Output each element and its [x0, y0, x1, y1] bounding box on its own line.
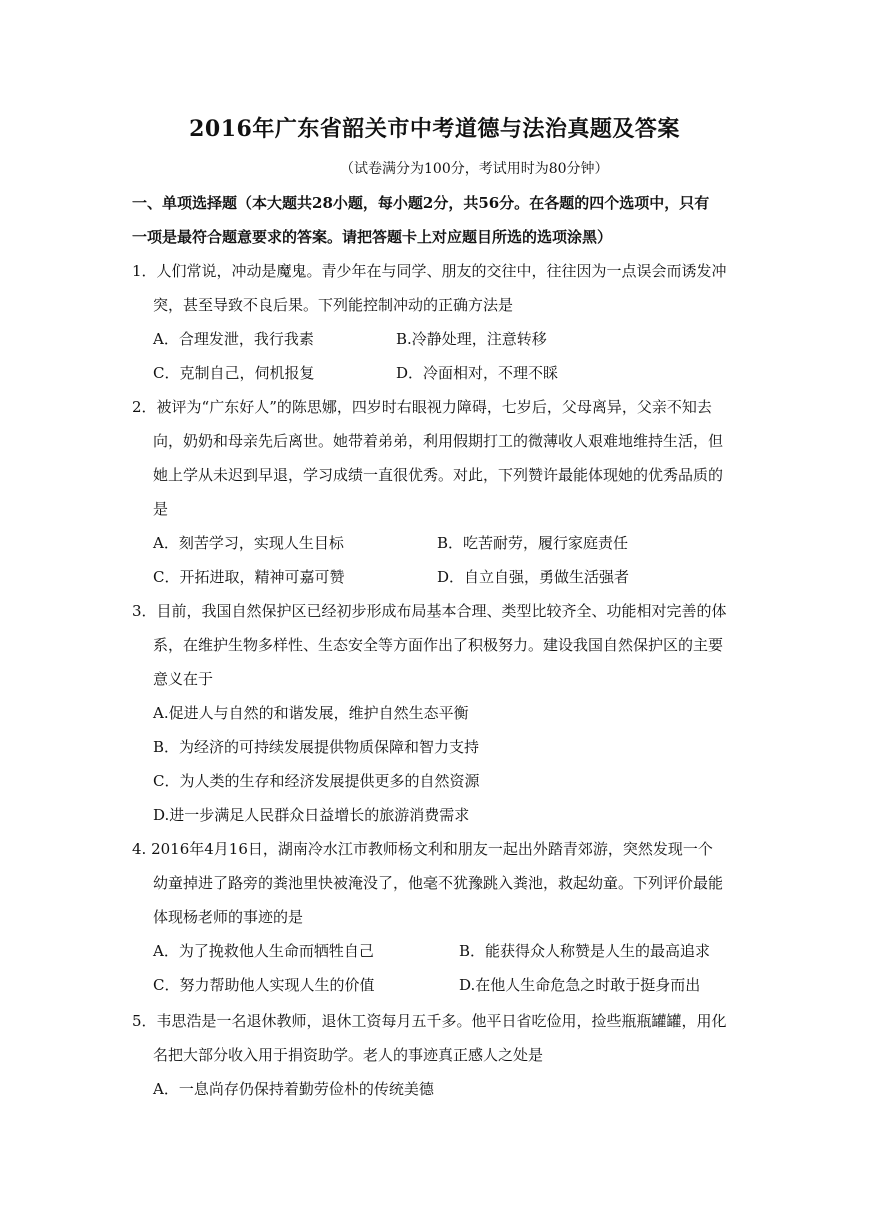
q2-stem-line-3: 她上学从未迟到早退，学习成绩一直很优秀。对此，下列赞许最能体现她的优秀品质的	[153, 466, 724, 484]
q5-stem-line-1: 5．韦思浩是一名退休教师，退休工资每月五千多。他平日省吃俭用，捡些瓶瓶罐罐，用化	[132, 1012, 727, 1030]
q2-stem-line-1: 2．被评为“广东好人”的陈思娜，四岁时右眼视力障碍，七岁后，父母离异，父亲不知去	[132, 398, 712, 416]
q3-option-b: B．为经济的可持续发展提供物质保障和智力支持	[153, 738, 480, 756]
exam-subtitle: （试卷满分为100分，考试用时为80分钟）	[340, 161, 609, 177]
q3-option-d: D.进一步满足人民群众日益增长的旅游消费需求	[153, 806, 470, 824]
q2-stem-line-4: 是	[153, 500, 169, 518]
q1-stem-line-2: 突，甚至导致不良后果。下列能控制冲动的正确方法是	[153, 296, 514, 314]
q4-stem-line-1: 4. 2016年4月16日，湖南冷水江市教师杨文利和朋友一起出外踏青郊游，突然发现一个	[132, 840, 713, 858]
q2-option-d: D．自立自强，勇做生活强者	[437, 568, 630, 586]
q3-stem-line-2: 系，在维护生物多样性、生态安全等方面作出了积极努力。建设我国自然保护区的主要	[153, 636, 724, 654]
q2-option-b: B．吃苦耐劳，履行家庭责任	[437, 534, 629, 552]
q2-option-c: C．开拓进取，精神可嘉可赞	[153, 568, 345, 586]
q4-option-b: B．能获得众人称赞是人生的最高追求	[459, 942, 711, 960]
q4-option-a: A．为了挽救他人生命而牺牲自己	[153, 942, 374, 960]
q1-option-a: A．合理发泄，我行我素	[153, 330, 314, 348]
q1-option-b: B.冷静处理，注意转移	[396, 330, 547, 348]
q2-stem-line-2: 向，奶奶和母亲先后离世。她带着弟弟，利用假期打工的微薄收人艰难地维持生活，但	[153, 432, 724, 450]
section-heading-line-1: 一、单项选择题（本大题共28小题，每小题2分，共56分。在各题的四个选项中，只有	[132, 194, 710, 212]
q1-option-d: D．冷面相对，不理不睬	[396, 364, 559, 382]
q4-option-d: D.在他人生命危急之时敢于挺身而出	[459, 976, 701, 994]
q3-option-c: C．为人类的生存和经济发展提供更多的自然资源	[153, 772, 480, 790]
q4-option-c: C．努力帮助他人实现人生的价值	[153, 976, 375, 994]
section-heading-line-2: 一项是最符合题意要求的答案。请把答题卡上对应题目所选的选项涂黑）	[132, 228, 613, 246]
exam-title: 2016年广东省韶关市中考道德与法治真题及答案	[189, 116, 680, 142]
q5-option-a: A．一息尚存仍保持着勤劳俭朴的传统美德	[153, 1080, 434, 1098]
q3-stem-line-1: 3．目前，我国自然保护区已经初步形成布局基本合理、类型比较齐全、功能相对完善的体	[132, 602, 727, 620]
q1-option-c: C．克制自己，伺机报复	[153, 364, 315, 382]
q4-stem-line-2: 幼童掉进了路旁的粪池里快被淹没了，他毫不犹豫跳入粪池，救起幼童。下列评价最能	[153, 874, 724, 892]
q3-stem-line-3: 意义在于	[153, 670, 214, 688]
q5-stem-line-2: 名把大部分收入用于捐资助学。老人的事迹真正感人之处是	[153, 1046, 544, 1064]
q2-option-a: A．刻苦学习，实现人生目标	[153, 534, 344, 552]
q3-option-a: A.促进人与自然的和谐发展，维护自然生态平衡	[153, 704, 469, 722]
q4-stem-line-3: 体现杨老师的事迹的是	[153, 908, 304, 926]
q1-stem-line-1: 1．人们常说，冲动是魔鬼。青少年在与同学、朋友的交往中，往往因为一点误会而诱发冲	[132, 262, 727, 280]
